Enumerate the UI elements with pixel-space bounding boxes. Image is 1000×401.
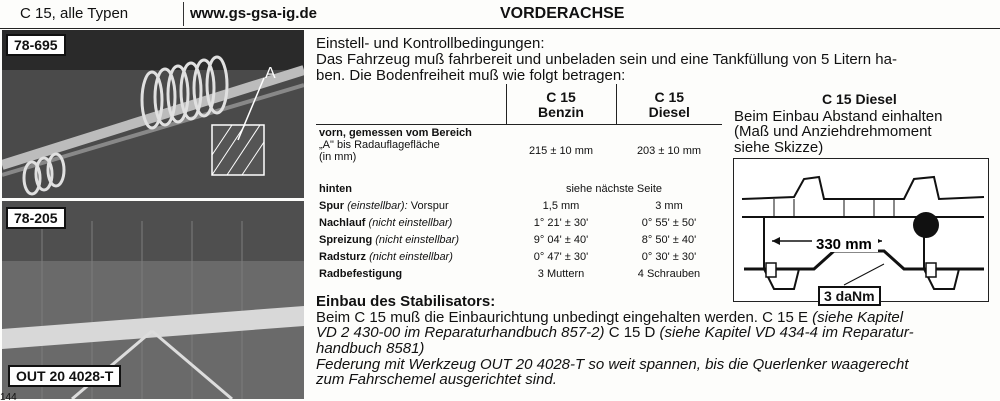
photo-tag: 78-695: [6, 34, 66, 56]
website-label: www.gs-gsa-ig.de: [190, 5, 317, 22]
diesel-box-line: Beim Einbau Abstand einhalten: [734, 108, 943, 125]
stabilizer-sketch: [733, 158, 989, 302]
conditions-line: Das Fahrzeug muß fahrbereit und unbeladen sein und eine Tankfüllung von 5 Litern ha-: [316, 51, 897, 68]
table-row: Spreizung (nicht einstellbar) 9° 04' ± 40' 8° 50' ± 40': [319, 234, 697, 246]
stabilizer-line: handbuch 8581): [316, 340, 425, 357]
table-row: Nachlauf (nicht einstellbar) 1° 21' ± 30' 0° 55' ± 50': [319, 217, 697, 229]
table-row: hinten siehe nächste Seite: [319, 183, 662, 195]
page-header: [0, 0, 1000, 29]
stabilizer-sketch-drawing: [734, 159, 988, 301]
table-row: Radsturz (nicht einstellbar) 0° 47' ± 30' 0° 30' ± 30': [319, 251, 697, 263]
model-label: C 15, alle Typen: [20, 5, 129, 22]
table-row: Radbefestigung 3 Muttern 4 Schrauben: [319, 268, 701, 280]
diesel-box-line: (Maß und Anziehdrehmoment: [734, 123, 932, 140]
photo-tag: 78-205: [6, 207, 66, 229]
photo-stabilizer: [2, 201, 304, 399]
stabilizer-heading: Einbau des Stabilisators:: [316, 293, 496, 310]
section-title: VORDERACHSE: [500, 5, 625, 22]
conditions-heading: Einstell- und Kontrollbedingungen:: [316, 35, 545, 52]
col-header-diesel: C 15 Diesel: [648, 89, 690, 120]
table-row: vorn, gemessen vom Bereich „A" bis Radauflagefläche (in mm) 215 ± 10 mm 203 ± 10 mm: [316, 124, 722, 178]
page-number: 144: [0, 392, 17, 401]
stabilizer-line: zum Fahrschemel ausgerichtet sind.: [316, 371, 557, 388]
stabilizer-line: Federung mit Werkzeug OUT 20 4028-T so weit spannen, bis die Querlenker waagerecht: [316, 356, 909, 373]
diesel-box-title: C 15 Diesel: [822, 91, 897, 107]
spec-table: [316, 84, 722, 285]
torque-label: 3 daNm: [818, 286, 881, 306]
measure-label: 330 mm: [816, 236, 872, 253]
stabilizer-line: Beim C 15 muß die Einbaurichtung unbedingt eingehalten werden. C 15 E (siehe Kapitel: [316, 309, 904, 326]
table-row: Spur (einstellbar): Vorspur 1,5 mm 3 mm: [319, 200, 683, 212]
tool-tag: OUT 20 4028-T: [8, 365, 121, 387]
diesel-box-line: siehe Skizze): [734, 139, 824, 156]
col-header-benzin: C 15 Benzin: [506, 84, 616, 124]
marker-a: A: [265, 65, 276, 82]
header-divider: [183, 2, 184, 26]
conditions-line: ben. Die Bodenfreiheit muß wie folgt betragen:: [316, 67, 626, 84]
photo-steering-rack: [2, 30, 304, 198]
stabilizer-line: VD 2 430-00 im Reparaturhandbuch 857-2) C 15 D (siehe Kapitel VD 434-4 im Reparatur-: [316, 324, 914, 341]
